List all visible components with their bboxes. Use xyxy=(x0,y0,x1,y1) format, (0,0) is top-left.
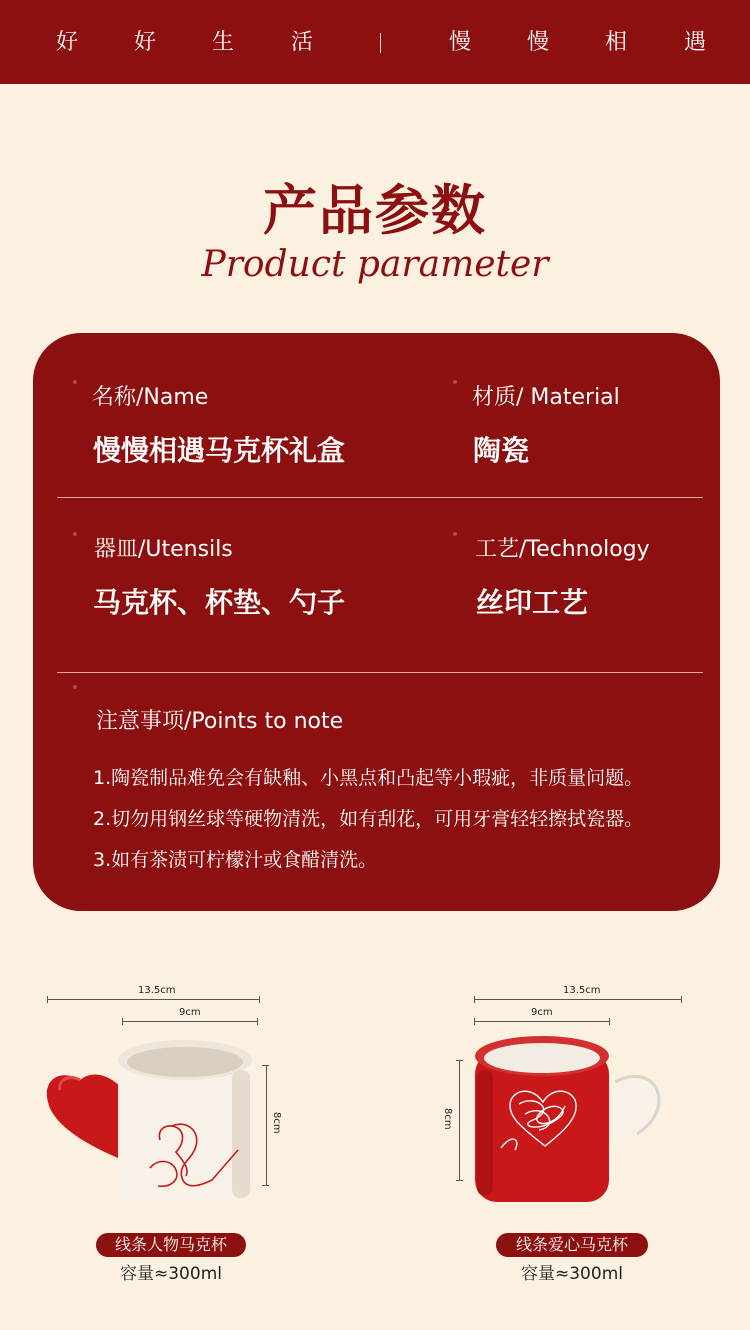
notes-label: 注意事项/Points to note xyxy=(96,709,344,734)
material-value: 陶瓷 xyxy=(473,434,530,467)
dimension-label: 8cm xyxy=(271,1112,282,1134)
header-char: 活 xyxy=(291,30,314,55)
header-char: 好 xyxy=(56,30,79,55)
product-capacity: 容量≈300ml xyxy=(120,1264,222,1284)
utensils-value: 马克杯、杯垫、勺子 xyxy=(93,586,346,619)
dimension-tick xyxy=(47,996,48,1003)
dimension-label: 9cm xyxy=(531,1007,553,1018)
decor-dot xyxy=(73,380,77,384)
header-char: 好 xyxy=(134,30,157,55)
technology-label: 工艺/Technology xyxy=(475,537,650,562)
header-char: 遇 xyxy=(684,30,707,55)
dimension-label: 13.5cm xyxy=(563,985,601,996)
technology-value: 丝印工艺 xyxy=(476,586,589,619)
product-name-pill: 线条爱心马克杯 xyxy=(496,1233,648,1257)
decor-dot xyxy=(453,380,457,384)
header-char: 相 xyxy=(605,30,628,55)
dimension-tick xyxy=(259,996,260,1003)
dimension-label: 8cm xyxy=(442,1108,453,1130)
header-divider xyxy=(380,33,381,53)
note-item: 2.切勿用钢丝球等硬物清洗，如有刮花，可用牙膏轻轻擦拭瓷器。 xyxy=(93,808,644,830)
header-bar xyxy=(0,0,750,84)
page-subtitle: Product parameter xyxy=(201,244,549,285)
name-label: 名称/Name xyxy=(92,385,209,410)
dimension-tick xyxy=(456,1180,463,1181)
mug-person-image xyxy=(40,1030,270,1210)
decor-dot xyxy=(453,532,457,536)
parameter-card xyxy=(33,333,720,911)
dimension-tick xyxy=(474,1018,475,1025)
header-char: 生 xyxy=(212,30,235,55)
dimension-tick xyxy=(122,1018,123,1025)
dimension-line xyxy=(474,1021,609,1022)
decor-dot xyxy=(73,685,77,689)
page-title: 产品参数 xyxy=(263,178,487,242)
name-value: 慢慢相遇马克杯礼盒 xyxy=(93,434,346,467)
material-label: 材质/ Material xyxy=(472,385,620,410)
divider-line xyxy=(57,672,703,673)
dimension-line xyxy=(122,1021,257,1022)
decor-dot xyxy=(73,532,77,536)
dimension-line xyxy=(474,999,681,1000)
note-item: 1.陶瓷制品难免会有缺釉、小黑点和凸起等小瑕疵，非质量问题。 xyxy=(93,767,644,789)
dimension-tick xyxy=(456,1060,463,1061)
dimension-tick xyxy=(474,996,475,1003)
dimension-tick xyxy=(257,1018,258,1025)
dimension-label: 13.5cm xyxy=(138,985,176,996)
product-name-pill: 线条人物马克杯 xyxy=(96,1233,246,1257)
mug-heart-image xyxy=(465,1030,695,1210)
dimension-label: 9cm xyxy=(179,1007,201,1018)
product-capacity: 容量≈300ml xyxy=(521,1264,623,1284)
header-char: 慢 xyxy=(449,30,472,55)
note-item: 3.如有茶渍可柠檬汁或食醋清洗。 xyxy=(93,849,378,871)
divider-line xyxy=(57,497,703,498)
utensils-label: 器皿/Utensils xyxy=(94,537,233,562)
dimension-line xyxy=(47,999,259,1000)
dimension-tick xyxy=(609,1018,610,1025)
dimension-tick xyxy=(681,996,682,1003)
dimension-line xyxy=(459,1060,460,1180)
header-char: 慢 xyxy=(527,30,550,55)
